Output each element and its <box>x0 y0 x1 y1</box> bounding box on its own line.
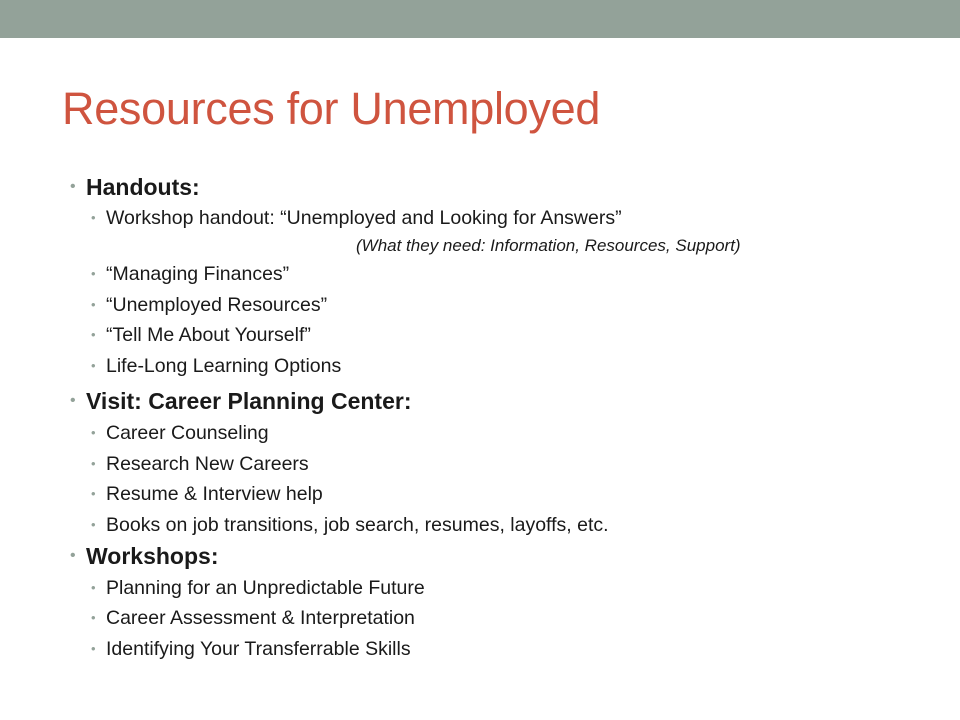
section-heading-workshops: • Workshops: <box>86 543 218 569</box>
list-item-resume-interview-help: • Resume & Interview help <box>106 482 323 506</box>
list-item-tell-me-about-yourself: • “Tell Me About Yourself” <box>106 323 311 347</box>
slide-title: Resources for Unemployed <box>62 83 601 134</box>
list-item-career-counseling: • Career Counseling <box>106 421 269 445</box>
section-heading-career-planning-center: • Visit: Career Planning Center: <box>86 388 412 414</box>
handout-note: (What they need: Information, Resources, Support) <box>356 236 741 255</box>
list-item-life-long-learning: • Life-Long Learning Options <box>106 354 341 378</box>
list-item-workshop-handout: • Workshop handout: “Unemployed and Looking for Answers” <box>106 206 622 230</box>
list-item-books-on-job-transitions: • Books on job transitions, job search, resumes, layoffs, etc. <box>106 513 609 537</box>
list-item-research-new-careers: • Research New Careers <box>106 452 309 476</box>
list-item-planning-unpredictable-future: • Planning for an Unpredictable Future <box>106 576 425 600</box>
list-item-managing-finances: • “Managing Finances” <box>106 262 289 286</box>
list-item-unemployed-resources: • “Unemployed Resources” <box>106 293 327 317</box>
top-accent-bar <box>0 0 960 38</box>
list-item-transferrable-skills: • Identifying Your Transferrable Skills <box>106 637 411 661</box>
list-item-career-assessment: • Career Assessment & Interpretation <box>106 606 415 630</box>
section-heading-handouts: • Handouts: <box>86 174 200 200</box>
